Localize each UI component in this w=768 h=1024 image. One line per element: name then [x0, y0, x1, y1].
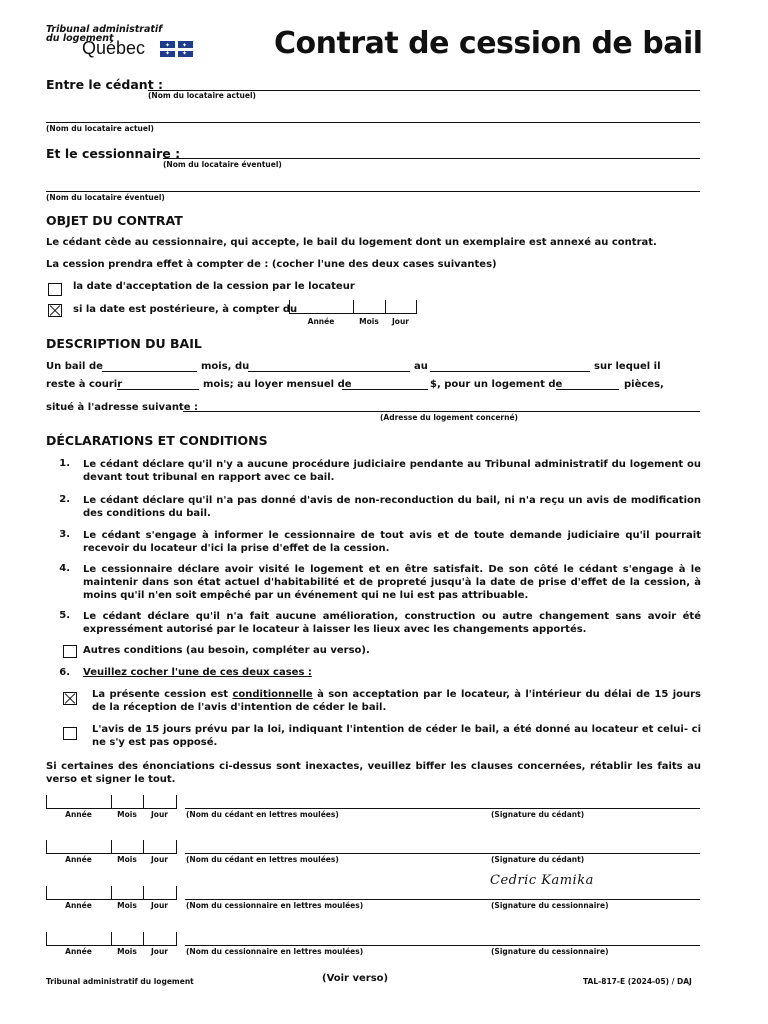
cessionnaire-name-field[interactable] [163, 158, 700, 159]
declarations-heading: DÉCLARATIONS ET CONDITIONS [46, 433, 268, 448]
quebec-flag-icon: ✦ ✦ ✦ ✦ [160, 41, 193, 57]
declaration-item: Le cédant déclare qu'il n'a pas donné d'avis de non-reconduction du bail, ni n'a reçu un avis de modification des conditions du bail. [83, 495, 701, 519]
signature-caption: (Signature du cessionnaire) [491, 947, 609, 956]
bail-l1-c: au [414, 361, 428, 372]
declaration-item: Le cessionnaire déclare avoir visité le logement et en être satisfait. De son côté le cédant s'engage à le maintenir dans son état actuel d'habitabilité et de propreté jusqu'à la date de prise d'effet de la cession, à moins qu'il n'en soit empêché par un événement qui ne lui est pas attribuable. [83, 564, 701, 601]
bail-adresse-field[interactable] [183, 411, 700, 412]
signature-field[interactable] [485, 945, 700, 946]
item-number: 5. [59, 610, 70, 621]
cedant-caption: (Nom du locataire actuel) [148, 91, 256, 100]
cedant-caption-2: (Nom du locataire actuel) [46, 124, 154, 133]
autres-conditions-checkbox[interactable] [63, 645, 77, 658]
bail-pieces-field[interactable] [556, 389, 619, 390]
cedant-name-field-2[interactable] [46, 122, 700, 123]
option1-label: la date d'acceptation de la cession par le locateur [73, 281, 355, 292]
sig-date-jour: Jour [151, 855, 168, 864]
bail-l2-d: pièces, [624, 379, 664, 390]
choice2-text: L'avis de 15 jours prévu par la loi, indiquant l'intention de céder le bail, a été donné au locateur et celui- ci ne s'y est pas opposé. [92, 724, 701, 748]
handwritten-signature: Cedric Kamika [490, 873, 594, 888]
signature-field[interactable] [485, 853, 700, 854]
bail-debut-field[interactable] [248, 371, 410, 372]
bail-l2-a: reste à courir [46, 379, 123, 390]
effect-date-mois: Mois [359, 317, 379, 326]
sig-date-mois: Mois [117, 855, 137, 864]
printed-name-caption: (Nom du cessionnaire en lettres moulées) [186, 947, 364, 956]
signature-caption: (Signature du cédant) [491, 810, 585, 819]
sig-date-annee: Année [65, 901, 92, 910]
sig-date-annee: Année [65, 947, 92, 956]
item-number: 3. [59, 529, 70, 540]
cessionnaire-caption: (Nom du locataire éventuel) [163, 160, 282, 169]
bail-fin-field[interactable] [430, 371, 590, 372]
bail-l3-a: situé à l'adresse suivante : [46, 402, 198, 413]
objet-heading: OBJET DU CONTRAT [46, 213, 183, 228]
sig-date-jour: Jour [151, 947, 168, 956]
page-title: Contrat de cession de bail [274, 26, 703, 61]
closing-note: Si certaines des énonciations ci-dessus sont inexactes, veuillez biffer les clauses concernées, rétablir les faits au verso et signer le tout. [46, 761, 701, 785]
bail-reste-field[interactable] [117, 389, 199, 390]
option2-checkbox[interactable] [48, 304, 62, 317]
choice1-text: La présente cession est conditionnelle à son acceptation par le locateur, à l'intérieur du délai de 15 jours de la réception de l'avis d'intention de céder le bail. [92, 689, 701, 713]
cessionnaire-label: Et le cessionnaire : [46, 146, 181, 161]
option2-label: si la date est postérieure, à compter du [73, 304, 298, 315]
sig-date-annee: Année [65, 810, 92, 819]
description-heading: DESCRIPTION DU BAIL [46, 336, 202, 351]
printed-name-field[interactable] [185, 808, 485, 809]
bail-l2-b: mois; au loyer mensuel de [203, 379, 352, 390]
declaration-item: Le cédant s'engage à informer le cessionnaire de tout avis et de toute demande judiciaire qu'il pourrait recevoir du locateur d'ici la prise d'effet de la cession. [83, 530, 701, 554]
bail-l1-b: mois, du [201, 361, 250, 372]
footer-left: Tribunal administratif du logement [46, 977, 194, 986]
signature-caption: (Signature du cessionnaire) [491, 901, 609, 910]
signature-caption: (Signature du cédant) [491, 855, 585, 864]
printed-name-caption: (Nom du cessionnaire en lettres moulées) [186, 901, 364, 910]
sig-date-mois: Mois [117, 810, 137, 819]
printed-name-caption: (Nom du cédant en lettres moulées) [186, 855, 339, 864]
option1-checkbox[interactable] [48, 283, 62, 296]
conditionnelle-checkbox[interactable] [63, 692, 77, 705]
org-name-line2: du logement [46, 33, 114, 44]
declaration-item: Le cédant déclare qu'il n'y a aucune procédure judiciaire pendante au Tribunal administratif du logement ou devant tout tribunal en rapport avec ce bail. [83, 459, 701, 483]
item-number: 1. [59, 458, 70, 469]
objet-para2: La cession prendra effet à compter de : (cocher l'une des deux cases suivantes) [46, 259, 497, 270]
item6-label: Veuillez cocher l'une de ces deux cases : [83, 667, 312, 678]
bail-loyer-field[interactable] [342, 389, 428, 390]
item-number: 6. [59, 667, 70, 678]
cessionnaire-caption-2: (Nom du locataire éventuel) [46, 193, 165, 202]
sig-date-mois: Mois [117, 947, 137, 956]
sig-date-mois: Mois [117, 901, 137, 910]
sig-date-jour: Jour [151, 901, 168, 910]
declaration-item: Le cédant déclare qu'il n'a fait aucune amélioration, construction ou autre changement sans avoir été expressément autorisé par le locateur à laisser les lieux avec les changements apportés. [83, 611, 701, 635]
bail-duree-field[interactable] [102, 371, 197, 372]
objet-para1: Le cédant cède au cessionnaire, qui accepte, le bail du logement dont un exemplaire est annexé au contrat. [46, 237, 657, 248]
cessionnaire-name-field-2[interactable] [46, 191, 700, 192]
address-caption: (Adresse du logement concerné) [380, 413, 518, 422]
effect-date-annee: Année [307, 317, 335, 326]
footer-right: TAL-817-E (2024-05) / DAJ [583, 977, 692, 986]
printed-name-field[interactable] [185, 853, 485, 854]
sig-date-jour: Jour [151, 810, 168, 819]
effect-date-jour: Jour [392, 317, 409, 326]
signature-field[interactable] [485, 808, 700, 809]
sig-date-annee: Année [65, 855, 92, 864]
org-name-line1: Tribunal administratif [46, 24, 163, 35]
item-number: 4. [59, 563, 70, 574]
cedant-label: Entre le cédant : [46, 77, 164, 92]
footer-center: (Voir verso) [322, 973, 389, 984]
signature-field[interactable] [485, 899, 700, 900]
bail-l2-c: $, pour un logement de [430, 379, 563, 390]
quebec-logo-text: Québec [82, 38, 146, 58]
bail-l1-d: sur lequel il [594, 361, 661, 372]
avis-donne-checkbox[interactable] [63, 727, 77, 740]
item-number: 2. [59, 494, 70, 505]
printed-name-field[interactable] [185, 945, 485, 946]
printed-name-caption: (Nom du cédant en lettres moulées) [186, 810, 339, 819]
printed-name-field[interactable] [185, 899, 485, 900]
autres-conditions-label: Autres conditions (au besoin, compléter au verso). [83, 645, 370, 656]
bail-l1-a: Un bail de [46, 361, 103, 372]
